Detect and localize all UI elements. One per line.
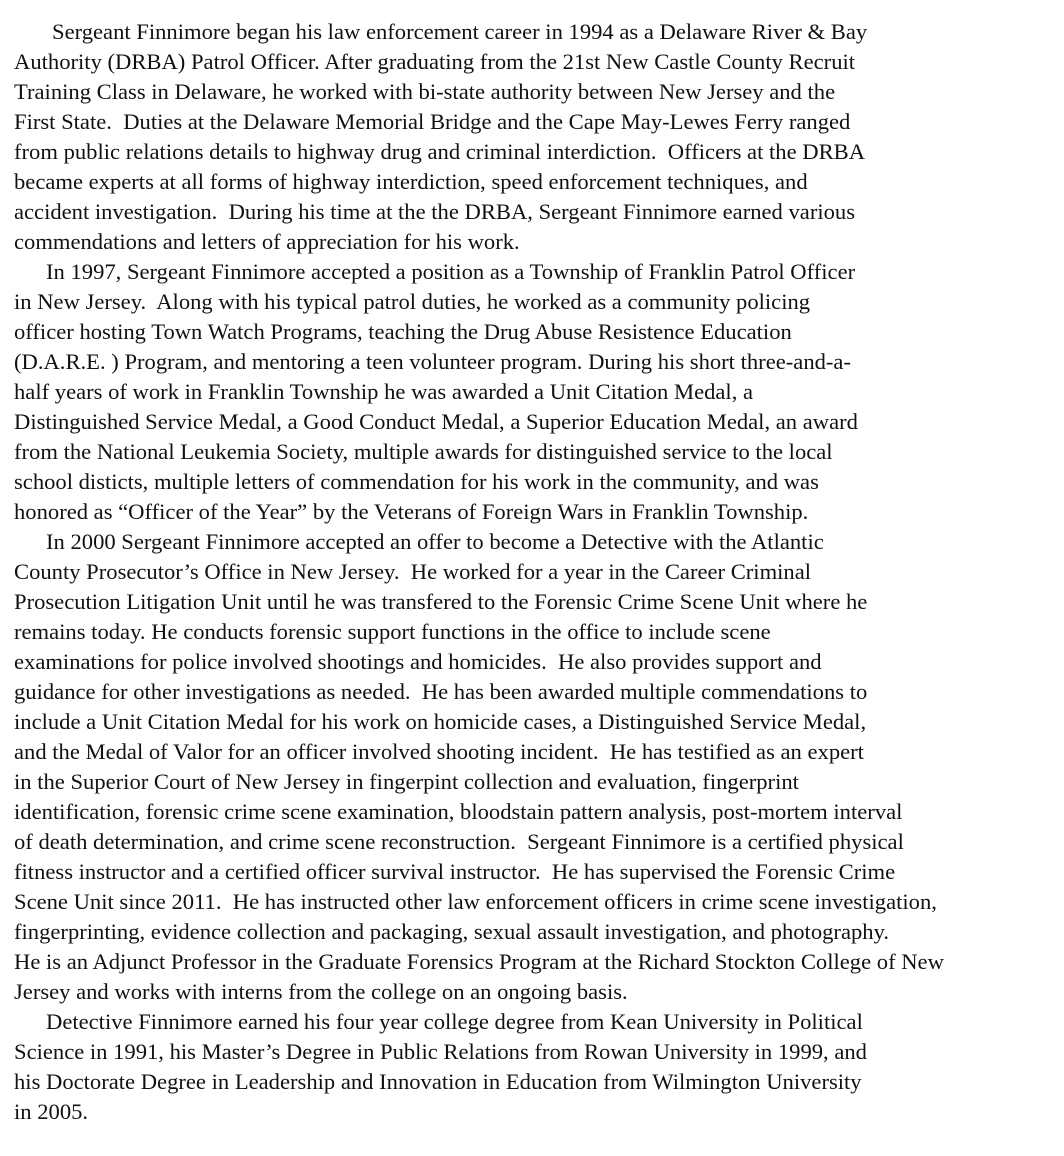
biography-document xyxy=(14,17,1059,1127)
text-line: Sergeant Finnimore began his law enforcement career in 1994 as a Delaware River & Bay xyxy=(52,19,868,44)
text-line: became experts at all forms of highway interdiction, speed enforcement techniques, and xyxy=(14,169,808,194)
text-line: Distinguished Service Medal, a Good Conduct Medal, a Superior Education Medal, an award xyxy=(14,409,858,434)
text-line: remains today. He conducts forensic support functions in the office to include scene xyxy=(14,619,771,644)
text-line: examinations for police involved shootings and homicides. He also provides support and xyxy=(14,649,822,674)
text-line: Training Class in Delaware, he worked with bi-state authority between New Jersey and the xyxy=(14,79,836,104)
text-line: fitness instructor and a certified officer survival instructor. He has supervised the Forensic Crime xyxy=(14,859,896,884)
text-line: Science in 1991, his Master’s Degree in Public Relations from Rowan University in 1999, and xyxy=(14,1039,867,1064)
text-line: in New Jersey. Along with his typical patrol duties, he worked as a community policing xyxy=(14,289,811,314)
text-line: in the Superior Court of New Jersey in fingerpint collection and evaluation, fingerprint xyxy=(14,769,799,794)
text-line: officer hosting Town Watch Programs, teaching the Drug Abuse Resistence Education xyxy=(14,319,792,344)
paragraph-franklin-township xyxy=(14,257,1059,527)
text-line: commendations and letters of appreciation for his work. xyxy=(14,229,520,254)
text-line: fingerprinting, evidence collection and packaging, sexual assault investigation, and photography. xyxy=(14,919,890,944)
text-line: in 2005. xyxy=(14,1099,89,1124)
text-line: of death determination, and crime scene reconstruction. Sergeant Finnimore is a certified physical xyxy=(14,829,904,854)
text-line: Detective Finnimore earned his four year college degree from Kean University in Political xyxy=(46,1009,863,1034)
text-line: Authority (DRBA) Patrol Officer. After graduating from the 21st New Castle County Recruit xyxy=(14,49,856,74)
text-line: school disticts, multiple letters of commendation for his work in the community, and was xyxy=(14,469,819,494)
text-line: guidance for other investigations as needed. He has been awarded multiple commendations to xyxy=(14,679,868,704)
text-line: his Doctorate Degree in Leadership and Innovation in Education from Wilmington University xyxy=(14,1069,862,1094)
text-line: County Prosecutor’s Office in New Jersey. He worked for a year in the Career Criminal xyxy=(14,559,812,584)
paragraph-drba-career xyxy=(14,17,1059,257)
text-line: from the National Leukemia Society, multiple awards for distinguished service to the local xyxy=(14,439,833,464)
text-line: honored as “Officer of the Year” by the Veterans of Foreign Wars in Franklin Township. xyxy=(14,499,809,524)
paragraph-prosecutors-office xyxy=(14,527,1059,1007)
text-line: (D.A.R.E. ) Program, and mentoring a teen volunteer program. During his short three-and-a- xyxy=(14,349,851,374)
text-line: accident investigation. During his time at the the DRBA, Sergeant Finnimore earned various xyxy=(14,199,856,224)
text-line: In 1997, Sergeant Finnimore accepted a position as a Township of Franklin Patrol Officer xyxy=(46,259,856,284)
text-line: and the Medal of Valor for an officer involved shooting incident. He has testified as an expert xyxy=(14,739,864,764)
text-line: Scene Unit since 2011. He has instructed other law enforcement officers in crime scene investigation, xyxy=(14,889,937,914)
paragraph-education xyxy=(14,1007,1059,1127)
text-line: In 2000 Sergeant Finnimore accepted an offer to become a Detective with the Atlantic xyxy=(46,529,824,554)
text-line: half years of work in Franklin Township he was awarded a Unit Citation Medal, a xyxy=(14,379,754,404)
text-line: include a Unit Citation Medal for his work on homicide cases, a Distinguished Service Medal, xyxy=(14,709,867,734)
text-line: First State. Duties at the Delaware Memorial Bridge and the Cape May-Lewes Ferry ranged xyxy=(14,109,851,134)
text-line: Prosecution Litigation Unit until he was transfered to the Forensic Crime Scene Unit where he xyxy=(14,589,868,614)
text-line: from public relations details to highway drug and criminal interdiction. Officers at the DRBA xyxy=(14,139,866,164)
text-line: Jersey and works with interns from the college on an ongoing basis. xyxy=(14,979,628,1004)
text-line: He is an Adjunct Professor in the Graduate Forensics Program at the Richard Stockton College of New xyxy=(14,949,944,974)
text-line: identification, forensic crime scene examination, bloodstain pattern analysis, post-mortem interval xyxy=(14,799,903,824)
